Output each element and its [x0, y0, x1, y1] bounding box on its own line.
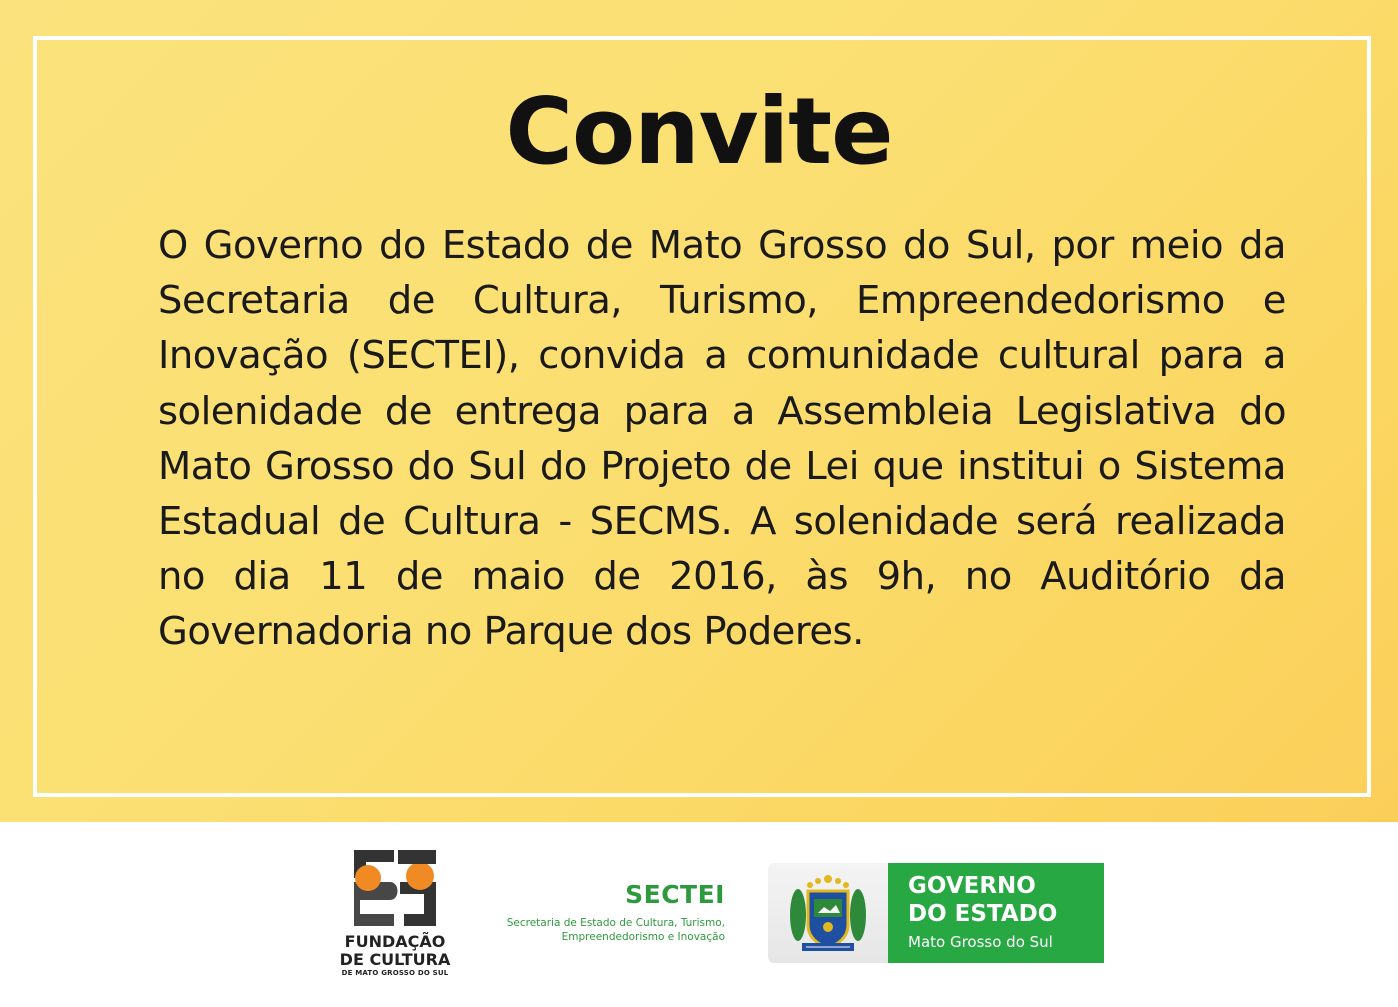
fundacao-name-line1: FUNDAÇÃO [344, 932, 446, 951]
fundacao-cultura-logo [330, 848, 460, 983]
state-coat-of-arms-icon [786, 869, 870, 957]
sectei-name: SECTEI [625, 880, 725, 909]
invitation-title: Convite [505, 78, 893, 185]
governo-line2: DO ESTADO [908, 901, 1058, 927]
fundacao-name-line2: DE CULTURA [339, 950, 451, 969]
sectei-logo [480, 880, 725, 950]
governo-line1: GOVERNO [908, 873, 1036, 899]
governo-green-panel [888, 863, 1104, 963]
governo-line3: Mato Grosso do Sul [908, 933, 1053, 951]
sectei-subtitle-line1: Secretaria de Estado de Cultura, Turismo, [506, 917, 725, 929]
governo-emblem-box [768, 863, 888, 963]
sectei-subtitle-line2: Empreendedorismo e Inovação [561, 931, 725, 943]
invitation-body: O Governo do Estado de Mato Grosso do Sul, por meio da Secretaria de Cultura, Turismo, Empreendedorismo e Inovação (SECTEI), convida a comunidade cultural para a solenidade de entrega para a Assembleia Legislativa do Mato Grosso do Sul do Projeto de Lei que institui o Sistema Estadual de Cultura - SECMS. A solenidade será realizada no dia 11 de maio de 2016, às 9h, no Auditório da Governadoria no Parque dos Poderes. [158, 223, 1286, 655]
governo-estado-logo [768, 863, 1104, 963]
fundacao-name-line3: DE MATO GROSSO DO SUL [341, 969, 449, 977]
fundacao-cultura-logo-icon [350, 848, 440, 928]
